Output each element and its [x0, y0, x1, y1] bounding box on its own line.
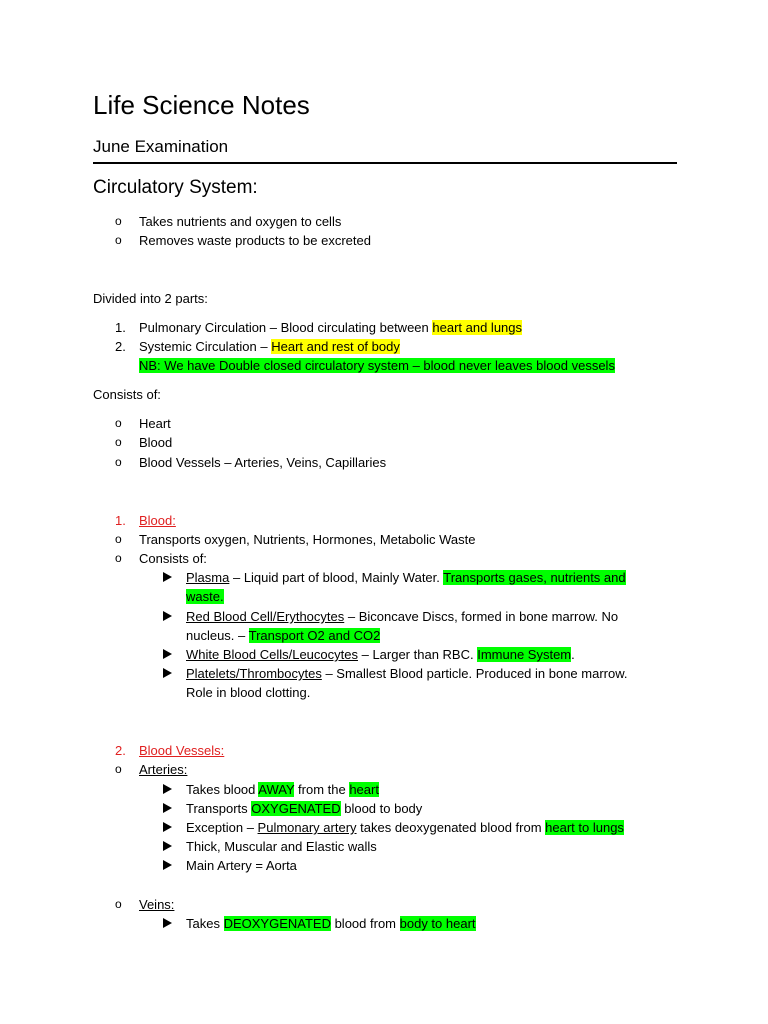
- artery-item: [186, 799, 422, 818]
- circle-bullet-icon: o: [115, 435, 122, 449]
- highlight-green: DEOXYGENATED: [223, 916, 331, 931]
- platelets-item-cont: Role in blood clotting.: [186, 685, 311, 700]
- highlight-green: waste.: [186, 589, 224, 604]
- highlight-yellow: Heart and rest of body: [271, 339, 400, 354]
- circle-bullet-icon: o: [115, 416, 122, 430]
- highlight-green: OXYGENATED: [251, 801, 341, 816]
- arrow-right-icon: [163, 780, 175, 801]
- list-item-text: Systemic Circulation –: [139, 339, 272, 354]
- term-label: Plasma: [186, 570, 230, 585]
- highlight-green: Transport O2 and CO2: [248, 628, 381, 643]
- list-number: 2.: [115, 743, 126, 758]
- highlight-green: heart to lungs: [545, 820, 624, 835]
- artery-item: [186, 780, 379, 799]
- blood-bullet: Transports oxygen, Nutrients, Hormones, Metabolic Waste: [139, 532, 476, 547]
- term-text: – Larger than RBC.: [357, 647, 478, 662]
- vessels-heading: Blood Vessels:: [139, 743, 225, 758]
- item-text: blood to body: [340, 801, 423, 816]
- wbc-item: [186, 645, 575, 664]
- term-label: White Blood Cells/Leucocytes: [186, 647, 358, 662]
- blood-heading: Blood:: [139, 513, 176, 528]
- heading-rule: [93, 162, 677, 164]
- list-item-pulmonary: [139, 318, 522, 337]
- list-number: 1.: [115, 513, 126, 528]
- rbc-item-cont: [186, 626, 380, 645]
- plasma-item: [186, 568, 626, 587]
- term-text: – Liquid part of blood, Mainly Water.: [229, 570, 444, 585]
- circle-bullet-icon: o: [115, 455, 122, 469]
- list-number: 1.: [115, 320, 126, 335]
- arrow-right-icon: [163, 568, 175, 589]
- artery-item: Thick, Muscular and Elastic walls: [186, 839, 377, 854]
- term-text: – Smallest Blood particle. Produced in bone marrow.: [321, 666, 628, 681]
- item-text: from the: [294, 782, 350, 797]
- arrow-right-icon: [163, 799, 175, 820]
- divided-heading: Divided into 2 parts:: [93, 291, 208, 306]
- item-text: Exception –: [186, 820, 258, 835]
- item-text: blood from: [330, 916, 400, 931]
- highlight-green: Immune System: [477, 647, 572, 662]
- list-item: Blood Vessels – Arteries, Veins, Capillaries: [139, 455, 387, 470]
- list-item-systemic: [139, 337, 400, 356]
- artery-item: [186, 818, 624, 837]
- term-label: Platelets/Thrombocytes: [186, 666, 322, 681]
- blood-bullet: Consists of:: [139, 551, 207, 566]
- circle-bullet-icon: o: [115, 551, 122, 565]
- highlight-green: NB: We have Double closed circulatory system – blood never leaves blood vessels: [139, 358, 615, 373]
- nb-note: [139, 356, 615, 375]
- vein-item: [186, 914, 476, 933]
- item-text: Takes: [186, 916, 224, 931]
- circle-bullet-icon: o: [115, 233, 122, 247]
- intro-bullet: Removes waste products to be excreted: [139, 233, 371, 248]
- circle-bullet-icon: o: [115, 532, 122, 546]
- plasma-item-cont: [186, 587, 224, 606]
- arrow-right-icon: [163, 645, 175, 666]
- veins-label: Veins:: [139, 897, 175, 912]
- section-heading: Circulatory System:: [93, 177, 258, 198]
- term-text: nucleus. –: [186, 628, 249, 643]
- term-text: .: [571, 647, 575, 662]
- list-number: 2.: [115, 339, 126, 354]
- circle-bullet-icon: o: [115, 214, 122, 228]
- circle-bullet-icon: o: [115, 897, 122, 911]
- list-item: Blood: [139, 435, 173, 450]
- consists-heading: Consists of:: [93, 387, 161, 402]
- platelets-item: [186, 664, 628, 683]
- arrow-right-icon: [163, 664, 175, 685]
- arrow-right-icon: [163, 856, 175, 877]
- term-label: Pulmonary artery: [257, 820, 357, 835]
- arrow-right-icon: [163, 837, 175, 858]
- arteries-label: Arteries:: [139, 762, 188, 777]
- item-text: Transports: [186, 801, 252, 816]
- document-title: Life Science Notes: [93, 90, 310, 120]
- term-text: – Biconcave Discs, formed in bone marrow. No: [344, 609, 619, 624]
- circle-bullet-icon: o: [115, 762, 122, 776]
- rbc-item: [186, 607, 618, 626]
- artery-item: Main Artery = Aorta: [186, 858, 297, 873]
- highlight-green: heart: [349, 782, 379, 797]
- list-item-text: Pulmonary Circulation – Blood circulating between: [139, 320, 433, 335]
- intro-bullet: Takes nutrients and oxygen to cells: [139, 214, 342, 229]
- item-text: Takes blood: [186, 782, 259, 797]
- highlight-yellow: heart and lungs: [432, 320, 523, 335]
- highlight-green: body to heart: [399, 916, 476, 931]
- highlight-green: Transports gases, nutrients and: [443, 570, 626, 585]
- list-item: Heart: [139, 416, 171, 431]
- item-text: takes deoxygenated blood from: [356, 820, 546, 835]
- document-subtitle: June Examination: [93, 137, 229, 156]
- highlight-green: AWAY: [258, 782, 295, 797]
- arrow-right-icon: [163, 607, 175, 628]
- arrow-right-icon: [163, 818, 175, 839]
- term-label: Red Blood Cell/Erythocytes: [186, 609, 345, 624]
- arrow-right-icon: [163, 914, 175, 935]
